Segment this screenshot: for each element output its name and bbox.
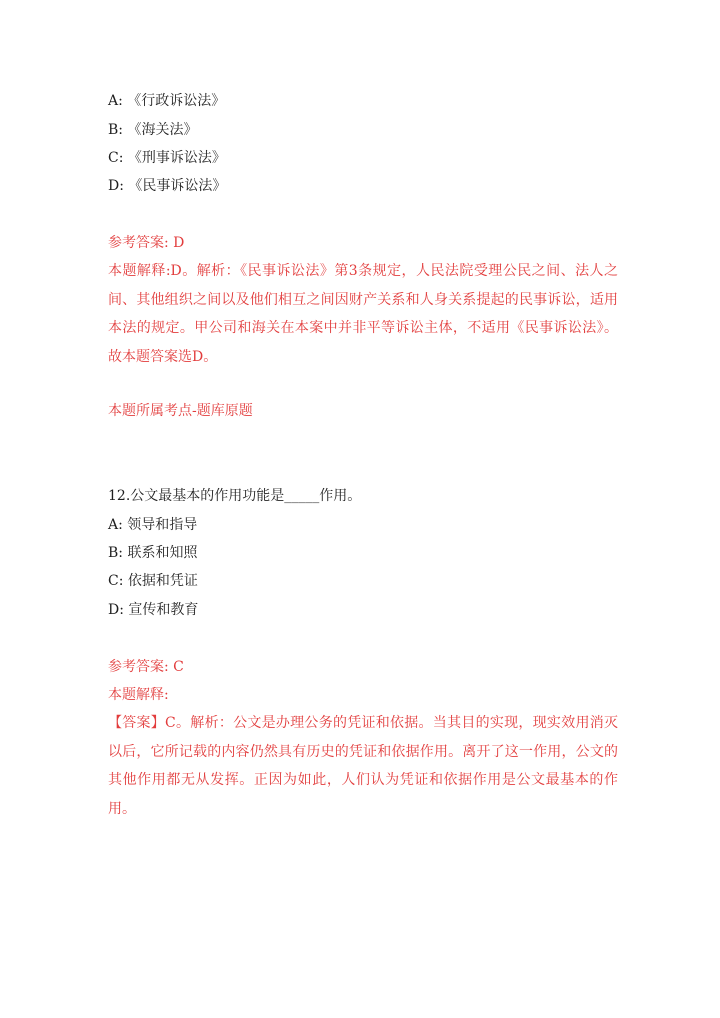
q11-source: 本题所属考点-题库原题 [108,403,253,419]
q11-option-c: C: 《刑事诉讼法》 [108,150,226,166]
q11-option-d: D: 《民事诉讼法》 [108,178,227,194]
q11-option-a: A: 《行政诉讼法》 [108,93,226,109]
q12-answer: 参考答案: C [108,659,184,675]
q12-explanation-label: 本题解释: [108,687,169,703]
q11-answer: 参考答案: D [108,235,185,251]
q11-explanation: 本题解释:D。解析：《民事诉讼法》第3条规定，人民法院受理公民之间、法人之间、其他组织之间以及他们相互之间因财产关系和人身关系提起的民事诉讼，适用本法的规定。甲公司和海关在本案中并非平等诉讼主体，不适用《民事诉讼法》。故本题答案选D。 [108,263,618,365]
q12-option-c: C: 依据和凭证 [108,573,198,589]
q12-option-b: B: 联系和知照 [108,545,198,561]
q12-question: 12.公文最基本的作用功能是_____作用。 [108,488,362,504]
q11-option-b: B: 《海关法》 [108,122,198,138]
q12-option-d: D: 宣传和教育 [108,602,199,618]
q12-option-a: A: 领导和指导 [108,517,198,533]
q12-explanation: 【答案】C。解析：公文是办理公务的凭证和依据。当其目的实现，现实效用消灭以后，它所记载的内容仍然具有历史的凭证和依据作用。离开了这一作用，公文的其他作用都无从发挥。正因为如此，人们认为凭证和依据作用是公文最基本的作用。 [108,715,618,817]
